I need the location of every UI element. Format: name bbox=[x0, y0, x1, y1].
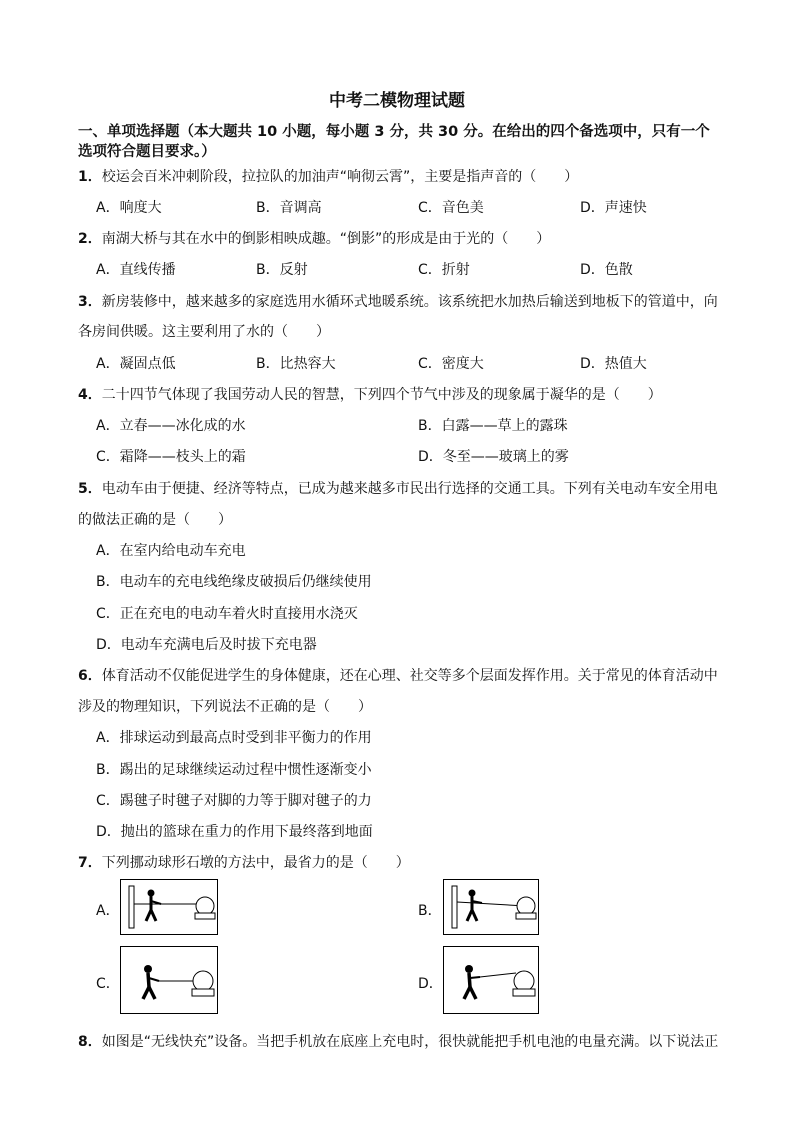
q4-option-a[interactable]: A．立春——冰化成的水 bbox=[96, 418, 246, 434]
q3-option-b[interactable]: B．比热容大 bbox=[256, 356, 336, 372]
q7-option-d-label[interactable]: D． bbox=[418, 976, 443, 992]
q6-option-b[interactable]: B．踢出的足球继续运动过程中惯性逐渐变小 bbox=[96, 762, 372, 778]
section-heading-line2: 选项符合题目要求。） bbox=[78, 144, 216, 160]
q7-option-a-label[interactable]: A． bbox=[96, 903, 120, 919]
page-title: 中考二模物理试题 bbox=[329, 91, 465, 111]
question-text: 下列挪动球形石墩的方法中，最省力的是（ ） bbox=[101, 855, 410, 871]
question-number: 7． bbox=[78, 855, 102, 871]
q4-option-c[interactable]: C．霜降——枝头上的霜 bbox=[96, 449, 246, 465]
question-5-line2: 的做法正确的是（ ） bbox=[78, 512, 232, 528]
question-3 bbox=[78, 291, 718, 311]
section-heading-line1: 一、单项选择题（本大题共 10 小题，每小题 3 分，共 30 分。在给出的四个备选项中，只有一个 bbox=[78, 124, 710, 140]
q7-figure-b[interactable] bbox=[443, 879, 539, 935]
question-1 bbox=[78, 166, 578, 186]
question-text: 二十四节气体现了我国劳动人民的智慧，下列四个节气中涉及的现象属于凝华的是（ ） bbox=[101, 387, 662, 403]
question-text: 校运会百米冲刺阶段，拉拉队的加油声“响彻云霄”，主要是指声音的（ ） bbox=[101, 169, 579, 185]
q5-option-a[interactable]: A．在室内给电动车充电 bbox=[96, 543, 246, 559]
question-number: 1． bbox=[78, 169, 102, 185]
q1-option-d[interactable]: D．声速快 bbox=[580, 200, 647, 216]
question-text-line1: 新房装修中，越来越多的家庭选用水循环式地暖系统。该系统把水加热后输送到地板下的管道中，向 bbox=[101, 294, 718, 310]
question-text-line1: 电动车由于便捷、经济等特点，已成为越来越多市民出行选择的交通工具。下列有关电动车安全用电 bbox=[101, 481, 718, 497]
q2-option-b[interactable]: B．反射 bbox=[256, 262, 308, 278]
question-8 bbox=[78, 1031, 718, 1051]
q2-option-d[interactable]: D．色散 bbox=[580, 262, 633, 278]
question-4 bbox=[78, 384, 662, 404]
question-7 bbox=[78, 852, 410, 872]
q1-option-b[interactable]: B．音调高 bbox=[256, 200, 322, 216]
question-number: 3． bbox=[78, 294, 102, 310]
question-5 bbox=[78, 478, 718, 498]
q7-figure-a[interactable] bbox=[120, 879, 218, 935]
q2-option-c[interactable]: C．折射 bbox=[418, 262, 470, 278]
q6-option-d[interactable]: D．抛出的篮球在重力的作用下最终落到地面 bbox=[96, 824, 373, 840]
question-number: 8． bbox=[78, 1034, 102, 1050]
q6-option-a[interactable]: A．排球运动到最高点时受到非平衡力的作用 bbox=[96, 730, 372, 746]
question-number: 4． bbox=[78, 387, 102, 403]
q5-option-b[interactable]: B．电动车的充电线绝缘皮破损后仍继续使用 bbox=[96, 574, 372, 590]
q4-option-d[interactable]: D．冬至——玻璃上的雾 bbox=[418, 449, 569, 465]
question-number: 2． bbox=[78, 231, 102, 247]
q7-option-b-label[interactable]: B． bbox=[418, 903, 442, 919]
question-number: 6． bbox=[78, 668, 102, 684]
question-number: 5． bbox=[78, 481, 102, 497]
q2-option-a[interactable]: A．直线传播 bbox=[96, 262, 176, 278]
q7-figure-c[interactable] bbox=[120, 946, 218, 1014]
q6-option-c[interactable]: C．踢毽子时毽子对脚的力等于脚对毽子的力 bbox=[96, 793, 372, 809]
q7-figure-d[interactable] bbox=[443, 946, 539, 1014]
q5-option-c[interactable]: C．正在充电的电动车着火时直接用水浇灭 bbox=[96, 606, 358, 622]
question-6 bbox=[78, 665, 718, 685]
q1-option-c[interactable]: C．音色美 bbox=[418, 200, 484, 216]
question-3-line2: 各房间供暖。这主要利用了水的（ ） bbox=[78, 324, 330, 340]
question-2 bbox=[78, 228, 550, 248]
q7-option-c-label[interactable]: C． bbox=[96, 976, 120, 992]
q3-option-a[interactable]: A．凝固点低 bbox=[96, 356, 176, 372]
q4-option-b[interactable]: B．白露——草上的露珠 bbox=[418, 418, 568, 434]
question-text: 南湖大桥与其在水中的倒影相映成趣。“倒影”的形成是由于光的（ ） bbox=[101, 231, 551, 247]
question-text-line1: 体育活动不仅能促进学生的身体健康，还在心理、社交等多个层面发挥作用。关于常见的体育活动中 bbox=[101, 668, 718, 684]
q1-option-a[interactable]: A．响度大 bbox=[96, 200, 162, 216]
question-text: 如图是“无线快充”设备。当把手机放在底座上充电时，很快就能把手机电池的电量充满。以下说法正 bbox=[101, 1034, 719, 1050]
q3-option-d[interactable]: D．热值大 bbox=[580, 356, 647, 372]
q5-option-d[interactable]: D．电动车充满电后及时拔下充电器 bbox=[96, 637, 317, 653]
q3-option-c[interactable]: C．密度大 bbox=[418, 356, 484, 372]
question-6-line2: 涉及的物理知识，下列说法不正确的是（ ） bbox=[78, 699, 372, 715]
